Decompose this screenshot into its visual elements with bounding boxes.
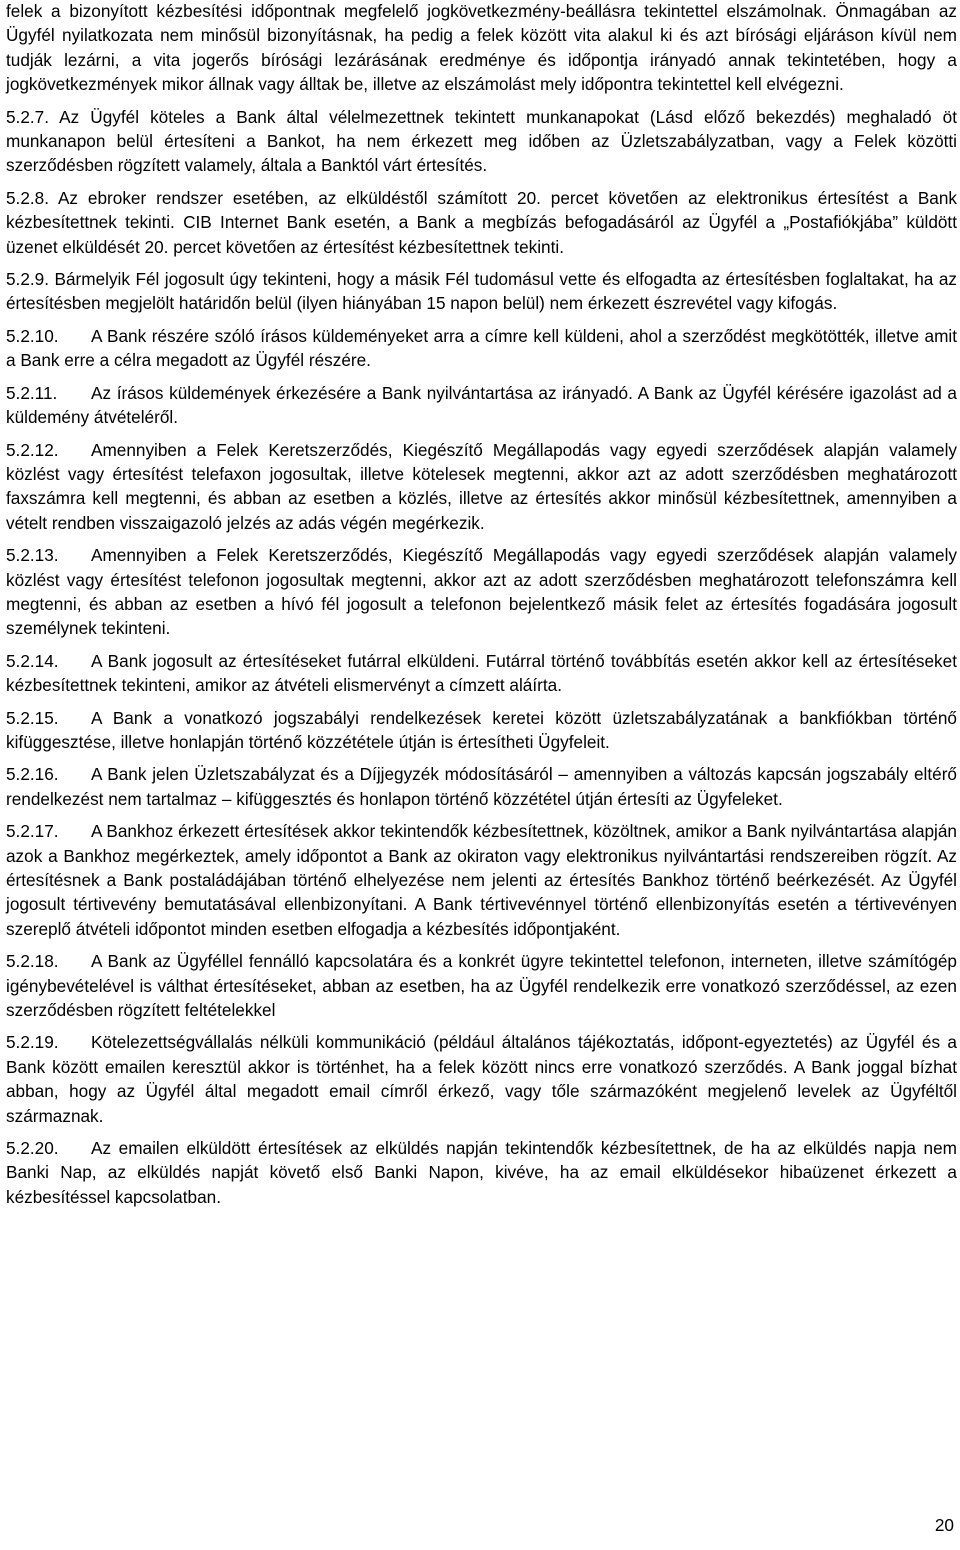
paragraph-5-2-13 [6,543,957,641]
paragraph-5-2-9 [6,267,957,316]
section-number: 5.2.12. [6,439,59,460]
paragraph-text: Amennyiben a Felek Keretszerződés, Kiegészítő Megállapodás vagy egyedi szerződések alapján valamely közlést vagy értesítést telefonon jogosultak megtenni, akkor azt az adott szerződésben meghatározott telefonszámra kell megtenni, és abban az esetben a hívó fél jogosult a telefonon bejelentkező másik felet az értesítés fogadására jogosult személynek tekinteni. [6,545,957,639]
paragraph-continuation [6,0,957,97]
paragraph-5-2-8 [6,186,957,259]
paragraph-text: Az írásos küldemények érkezésére a Bank nyilvántartása az irányadó. A Bank az Ügyfél kérésére igazolást ad a küldemény átvételéről. [6,382,957,428]
document-page [6,0,957,1217]
paragraph-5-2-10 [6,324,957,373]
paragraph-text: Amennyiben a Felek Keretszerződés, Kiegészítő Megállapodás vagy egyedi szerződések alapján valamely közlést vagy értesítést telefaxon jogosultak, illetve kötelesek megtenni, akkor azt az adott szerződésben meghatározott faxszámra kell megtenni, és abban az esetben a közlés, illetve az értesítés akkor minősül kézbesítettnek, amennyiben a vételt rendben visszaigazoló jelzés az adás végén megérkezik. [6,439,957,533]
section-number: 5.2.7. [6,106,50,127]
section-number: 5.2.10. [6,325,59,346]
paragraph-5-2-12 [6,438,957,536]
paragraph-5-2-19 [6,1030,957,1128]
paragraph-text: Az emailen elküldött értesítések az elküldés napján tekintendők kézbesítettnek, de ha az elküldés napja nem Banki Nap, az elküldés napját követő első Banki Napon, kivéve, ha az email elküldésekor hibaüzenet érkezett a kézbesítéssel kapcsolatban. [6,1138,957,1207]
section-number: 5.2.19. [6,1032,59,1053]
section-number: 5.2.14. [6,650,59,671]
paragraph-5-2-15 [6,706,957,755]
paragraph-5-2-14 [6,649,957,698]
paragraph-text: A Bankhoz érkezett értesítések akkor tekintendők kézbesítettnek, közöltnek, amikor a Bank nyilvántartása alapján azok a Bankhoz megérkeztek, amely időpontot a Bank az okiraton vagy elektronikus nyilvántartási rendszereiben rögzít. Az értesítésnek a Bank postaládájában történő elhelyezése nem jelenti az értesítés Bankhoz történő beérkezését. Az Ügyfél jogosult tértivevény bemutatásával ellenbizonyítani. A Bank tértivevénnyel történő ellenbizonyítás esetén a tértivevényen szereplő átvételi időpontot minden esetben elfogadja a kézbesítés időpontjaként. [6,821,957,939]
section-number: 5.2.9. [6,269,50,290]
paragraph-text: A Bank jogosult az értesítéseket futárral elküldeni. Futárral történő továbbítás esetén akkor kell az értesítéseket kézbesítettnek tekinteni, amikor az átvételi elismervényt a címzett aláírta. [6,650,957,696]
paragraph-5-2-7 [6,105,957,178]
paragraph-text: Bármelyik Fél jogosult úgy tekinteni, hogy a másik Fél tudomásul vette és elfogadta az értesítésben foglaltakat, ha az értesítésben megjelölt határidőn belül (ilyen hiányában 15 napon belül) nem érkezett észrevétel vagy kifogás. [6,269,957,314]
section-number: 5.2.13. [6,545,59,566]
section-number: 5.2.8. [6,187,50,208]
paragraph-text: Az Ügyfél köteles a Bank által vélelmezettnek tekintett munkanapokat (Lásd előző bekezdés) meghaladó öt munkanapon belül értesíteni a Bankot, ha nem érkezett meg időben az Üzletszabályzatban, vagy a Felek közötti szerződésben rögzített valamely, általa a Banktól várt értesítés. [6,106,958,176]
page-number: 20 [934,1515,954,1535]
paragraph-5-2-17 [6,819,957,941]
section-number: 5.2.17. [6,821,59,842]
paragraph-text: A Bank a vonatkozó jogszabályi rendelkezések keretei között üzletszabályzatának a bankfiókban történő kifüggesztése, illetve honlapján történő közzététele útján is értesítheti Ügyfeleit. [6,707,957,752]
paragraph-text: Kötelezettségvállalás nélküli kommunikáció (például általános tájékoztatás, időpont-egyeztetés) az Ügyfél és a Bank között emailen keresztül akkor is történhet, ha a felek között nincs erre vonatkozó szerződés. A Bank joggal bízhat abban, hogy az Ügyfél által megadott email címről érkező, vagy tőle származóként megjelenő levelek az Ügyféltől származnak. [6,1032,957,1126]
section-number: 5.2.16. [6,764,59,785]
section-number: 5.2.11. [6,382,58,403]
section-number: 5.2.18. [6,951,59,972]
section-number: 5.2.15. [6,707,59,728]
paragraph-text: A Bank az Ügyféllel fennálló kapcsolatára és a konkrét ügyre tekintettel telefonon, interneten, illetve számítógép igénybevételével is válthat értesítéseket, abban az esetben, ha az Ügyfél rendelkezik erre vonatkozó szerződéssel, az ezen szerződésben rögzített feltételekkel [6,951,957,1021]
paragraph-text: felek a bizonyított kézbesítési időpontnak megfelelő jogkövetkezmény-beállásra tekintettel elszámolnak. Önmagában az Ügyfél nyilatkozata nem minősül bizonyításnak, ha pedig a felek között vita alakul ki és azt bírósági eljáráson kívül nem tudják lezárni, a vita jogerős bírósági lezárásának eredménye és időpontja irányadó annak tekintetében, hogy a jogkövetkezmények mikor állnak vagy álltak be, illetve az elszámolást mely időpontra tekintettel kell elvégezni. [6,1,957,95]
paragraph-text: A Bank jelen Üzletszabályzat és a Díjjegyzék módosításáról – amennyiben a változás kapcsán jogszabály eltérő rendelkezést nem tartalmaz – kifüggesztés és honlapon történő közzététel útján értesíti az Ügyfeleket. [6,764,957,809]
paragraph-5-2-20 [6,1136,957,1209]
section-number: 5.2.20. [6,1138,59,1159]
paragraph-5-2-16 [6,762,957,811]
paragraph-5-2-11 [6,381,957,430]
paragraph-text: Az ebroker rendszer esetében, az elküldéstől számított 20. percet követően az elektronikus értesítést a Bank kézbesítettnek tekinti. CIB Internet Bank esetén, a Bank a megbízás befogadásáról az Ügyfél a „Postafiókjába” küldött üzenet elküldését 20. percet követően az értesítést kézbesítettnek tekinti. [6,187,957,257]
paragraph-text: A Bank részére szóló írásos küldeményeket arra a címre kell küldeni, ahol a szerződést megkötötték, illetve amit a Bank erre a célra megadott az Ügyfél részére. [6,325,957,371]
paragraph-5-2-18 [6,949,957,1022]
